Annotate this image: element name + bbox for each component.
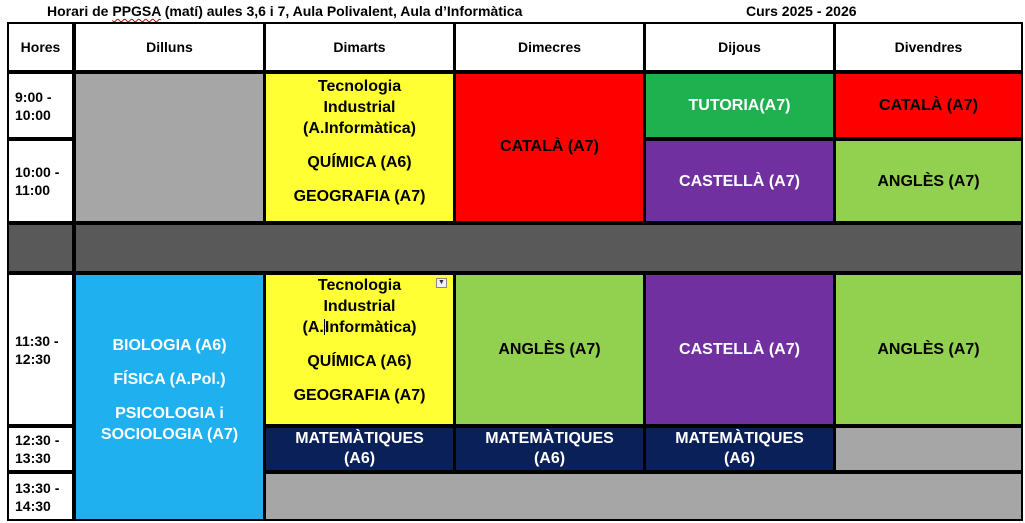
schedule-title bbox=[47, 3, 522, 19]
subject-label: TUTORIA(A7) bbox=[688, 97, 791, 114]
thursday-slot-2 bbox=[646, 141, 833, 221]
subject-line: BIOLOGIA (A6) bbox=[112, 337, 227, 354]
thursday-midday-slot bbox=[646, 275, 833, 424]
subject-line-with-caret bbox=[303, 317, 417, 338]
time-start: 11:30 - bbox=[15, 332, 59, 349]
monday-midday-slot bbox=[76, 275, 263, 519]
time-start: 12:30 - bbox=[15, 432, 60, 448]
time-slot-5 bbox=[9, 474, 72, 519]
friday-slot-2 bbox=[836, 141, 1021, 221]
subject-line: (A6) bbox=[723, 450, 756, 467]
title-prefix: Horari de bbox=[47, 3, 113, 19]
friday-midday-slot bbox=[836, 275, 1021, 424]
time-slot-3 bbox=[9, 275, 72, 424]
col-header-hours: Hores bbox=[9, 24, 72, 70]
course-year: Curs 2025 - 2026 bbox=[746, 3, 857, 19]
wednesday-midday-slot bbox=[456, 275, 643, 424]
tuesday-morning-slot bbox=[266, 74, 453, 221]
tuesday-midday-slot[interactable] bbox=[266, 275, 453, 424]
col-header-dilluns: Dilluns bbox=[76, 24, 263, 70]
subject-line: GEOGRAFIA (A7) bbox=[293, 188, 426, 205]
subject-label: CASTELLÀ (A7) bbox=[679, 172, 800, 190]
subject-fragment: Informàtica) bbox=[324, 319, 417, 336]
friday-empty-slot bbox=[836, 428, 1021, 470]
subject-line: (A6) bbox=[533, 450, 566, 467]
timetable-grid bbox=[7, 22, 1023, 521]
title-code: PPGSA bbox=[112, 3, 161, 19]
monday-morning-empty bbox=[76, 74, 263, 221]
subject-line: SOCIOLOGIA (A7) bbox=[100, 426, 239, 443]
subject-line: Tecnologia bbox=[317, 277, 402, 294]
time-end: 10:00 bbox=[15, 106, 51, 123]
subject-line: MATEMÀTIQUES bbox=[675, 430, 804, 447]
subject-line: Industrial bbox=[323, 99, 396, 116]
wednesday-morning-slot bbox=[456, 74, 643, 221]
subject-label: ANGLÈS (A7) bbox=[877, 341, 980, 358]
col-header-dimarts: Dimarts bbox=[266, 24, 453, 70]
col-header-dijous: Dijous bbox=[646, 24, 833, 70]
subject-line: Industrial bbox=[323, 298, 396, 315]
thursday-slot-1 bbox=[646, 74, 833, 137]
subject-label: CATALÀ (A7) bbox=[500, 138, 599, 155]
subject-line: PSICOLOGIA i bbox=[115, 405, 224, 422]
wednesday-math-slot bbox=[456, 428, 643, 470]
break-row bbox=[76, 225, 1021, 271]
subject-label: CATALÀ (A7) bbox=[879, 97, 978, 114]
time-end: 14:30 bbox=[15, 497, 51, 514]
dropdown-arrow-icon[interactable]: ▼ bbox=[436, 278, 447, 288]
thursday-math-slot bbox=[646, 428, 833, 470]
subject-line: Tecnologia bbox=[317, 78, 402, 95]
time-start: 10:00 - bbox=[15, 164, 60, 180]
subject-label: ANGLÈS (A7) bbox=[498, 341, 601, 358]
time-end: 12:30 bbox=[15, 350, 51, 367]
time-slot-2 bbox=[9, 141, 72, 221]
subject-line: GEOGRAFIA (A7) bbox=[293, 387, 426, 404]
subject-label: ANGLÈS (A7) bbox=[877, 172, 980, 190]
time-slot-1 bbox=[9, 74, 72, 137]
title-rest: (matí) aules 3,6 i 7, Aula Polivalent, Aula d’Informàtica bbox=[160, 3, 523, 19]
subject-fragment: (A. bbox=[302, 319, 324, 336]
col-header-dimecres: Dimecres bbox=[456, 24, 643, 70]
subject-line: MATEMÀTIQUES bbox=[485, 430, 614, 447]
time-slot-4 bbox=[9, 428, 72, 470]
subject-line: QUÍMICA (A6) bbox=[307, 154, 412, 171]
break-time-cell bbox=[9, 225, 72, 271]
time-start: 9:00 - bbox=[15, 88, 52, 105]
subject-line: (A6) bbox=[343, 450, 376, 467]
col-header-divendres: Divendres bbox=[836, 24, 1021, 70]
subject-line: MATEMÀTIQUES bbox=[295, 430, 424, 447]
time-end: 11:00 bbox=[15, 182, 51, 198]
time-end: 13:30 bbox=[15, 450, 51, 466]
time-start: 13:30 - bbox=[15, 479, 60, 496]
subject-label: CASTELLÀ (A7) bbox=[679, 341, 800, 358]
last-row-empty bbox=[266, 474, 1021, 519]
subject-line: QUÍMICA (A6) bbox=[307, 353, 412, 370]
tuesday-math-slot bbox=[266, 428, 453, 470]
friday-slot-1 bbox=[836, 74, 1021, 137]
subject-line: FÍSICA (A.Pol.) bbox=[113, 371, 226, 388]
subject-line: (A.Informàtica) bbox=[303, 120, 416, 137]
